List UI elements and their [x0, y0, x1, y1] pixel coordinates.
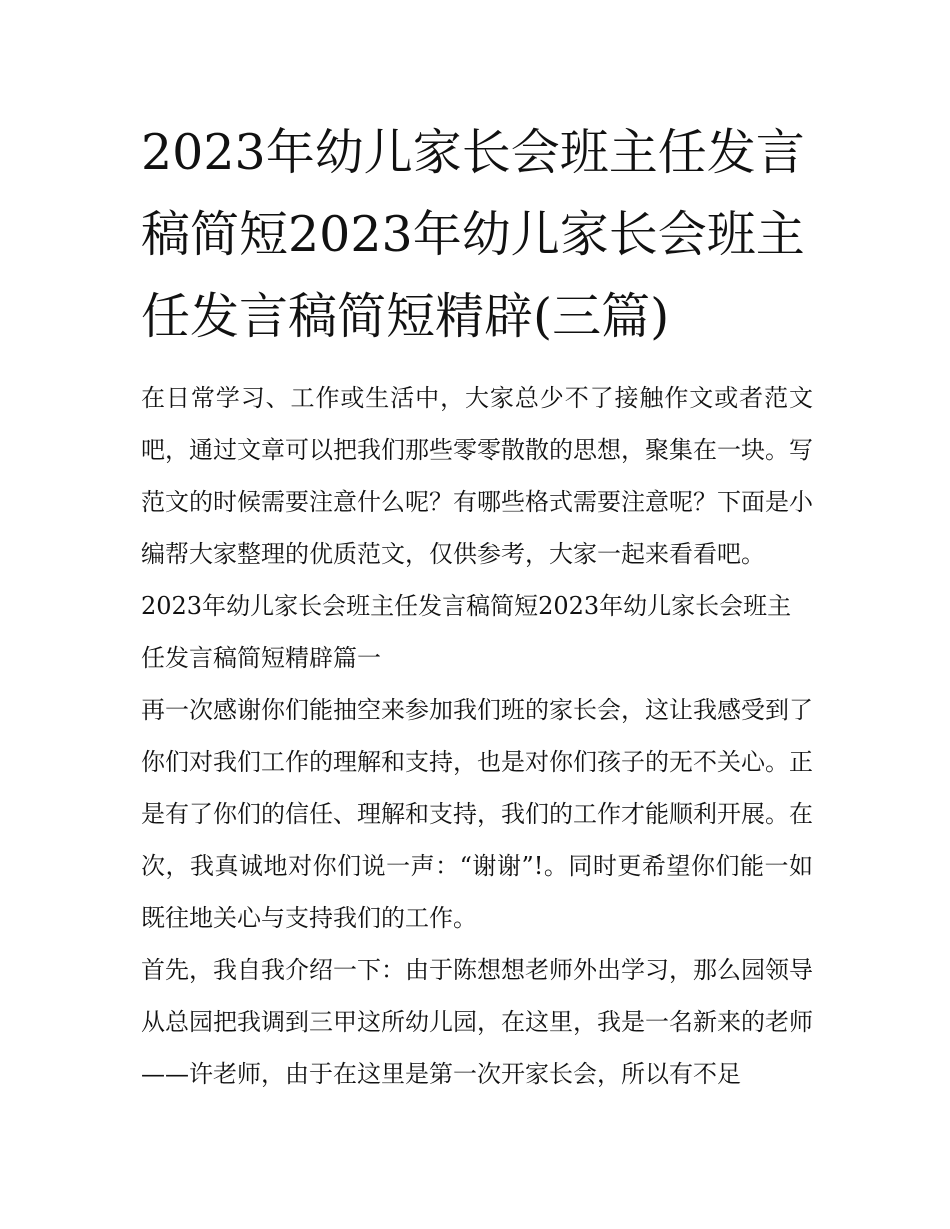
- body-paragraph-2: 首先，我自我介绍一下：由于陈想想老师外出学习，那么园领导从总园把我调到三甲这所幼儿园，在这里，我是一名新来的老师——许老师，由于在这里是第一次开家长会，所以有不足: [141, 956, 813, 1088]
- document-title: 2023年幼儿家长会班主任发言稿简短2023年幼儿家长会班主任发言稿简短精辟(三篇): [141, 124, 805, 345]
- document-page: [141, 112, 813, 1100]
- body-paragraph-1: 再一次感谢你们能抽空来参加我们班的家长会，这让我感受到了你们对我们工作的理解和支持，也是对你们孩子的无不关心。正是有了你们的信任、理解和支持，我们的工作才能顺利开展。在次，我真诚地对你们说一声：“谢谢”!。同时更希望你们能一如既往地关心与支持我们的工作。: [141, 696, 813, 932]
- intro-paragraph: 在日常学习、工作或生活中，大家总少不了接触作文或者范文吧，通过文章可以把我们那些零零散散的思想，聚集在一块。写范文的时候需要注意什么呢？有哪些格式需要注意呢？下面是小编帮大家整理的优质范文，仅供参考，大家一起来看看吧。: [141, 384, 813, 568]
- section-heading: 2023年幼儿家长会班主任发言稿简短2023年幼儿家长会班主任发言稿简短精辟篇一: [141, 592, 792, 672]
